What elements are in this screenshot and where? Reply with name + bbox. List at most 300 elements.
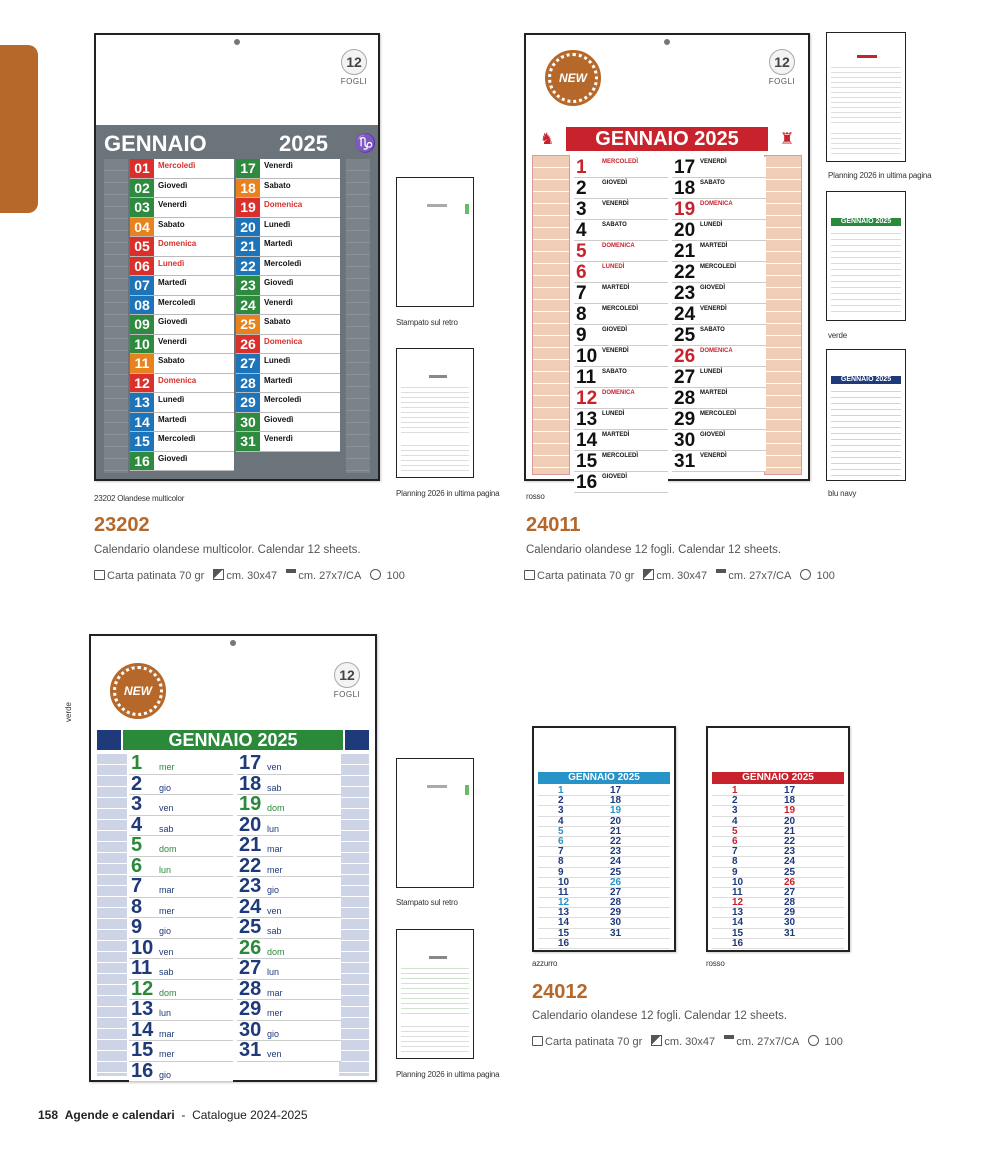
day-row <box>237 1018 341 1042</box>
day-row <box>237 977 341 1001</box>
day-row <box>236 276 340 296</box>
day-number: 2 <box>558 795 564 807</box>
day-row <box>672 283 766 304</box>
day-row <box>237 936 341 960</box>
day-row <box>237 813 341 837</box>
day-name: Domenica <box>158 239 197 248</box>
day-number: 9 <box>576 325 587 346</box>
day-name: Martedì <box>158 414 187 424</box>
day-number: 31 <box>784 927 796 939</box>
day-number: 10 <box>558 876 570 888</box>
calendar-title: GENNAIO 2025 <box>712 772 844 784</box>
thumb-caption: Planning 2026 in ultima pagina <box>396 489 500 498</box>
day-number: 30 <box>784 917 796 929</box>
thumb-caption: verde <box>828 331 848 340</box>
day-number: 24 <box>610 856 622 868</box>
day-number: 16 <box>576 472 598 493</box>
day-number: 16 <box>558 937 570 949</box>
day-name: mar <box>159 1028 175 1039</box>
day-name: lun <box>159 864 172 875</box>
planning-thumbnail[interactable] <box>396 929 474 1059</box>
day-row <box>672 430 766 451</box>
prev-month-strip <box>97 754 127 1076</box>
day-row <box>237 1041 341 1062</box>
day-name: DOMENICA <box>602 243 635 249</box>
day-name: lun <box>159 1008 172 1018</box>
day-number: 27 <box>239 957 262 979</box>
day-name: mer <box>159 762 175 772</box>
day-number: 2 <box>131 772 143 795</box>
day-row <box>130 179 234 199</box>
calendar-24012-rosso-image[interactable] <box>706 726 850 952</box>
day-name: Venerdì <box>264 434 293 443</box>
day-row <box>130 237 234 257</box>
day-name: MARTEDÌ <box>602 432 630 438</box>
hang-hole <box>664 39 670 45</box>
day-number: 21 <box>236 237 260 256</box>
day-name: DOMENICA <box>700 348 733 354</box>
day-name: Lunedì <box>158 258 185 268</box>
sheets-badge <box>336 49 372 86</box>
day-number: 06 <box>130 257 154 276</box>
day-name: Domenica <box>158 375 197 385</box>
paper-icon <box>94 570 105 580</box>
day-number: 14 <box>131 1018 154 1041</box>
day-row <box>574 304 668 325</box>
day-row <box>672 409 766 430</box>
day-row <box>236 413 340 433</box>
days-column-right <box>672 157 766 472</box>
day-name: Giovedì <box>264 278 294 287</box>
day-number: 11 <box>732 886 743 898</box>
day-row <box>129 1018 233 1042</box>
day-row <box>130 159 234 179</box>
day-row <box>237 895 341 919</box>
day-number: 10 <box>131 936 154 959</box>
day-row <box>129 1041 233 1062</box>
day-name: LUNEDÌ <box>602 264 625 270</box>
day-number: 10 <box>130 335 154 354</box>
day-name: MARTEDÌ <box>700 243 728 249</box>
green-variant-thumbnail[interactable]: GENNAIO 2025 <box>826 191 906 321</box>
day-row <box>672 178 766 199</box>
day-row <box>672 367 766 388</box>
day-number: 30 <box>674 430 696 451</box>
day-number: 8 <box>576 304 587 325</box>
back-print-thumbnail[interactable] <box>396 758 474 888</box>
day-name: ven <box>267 762 282 772</box>
sheets-badge: 12 FOGLI <box>764 49 800 86</box>
day-name: Martedì <box>264 239 293 248</box>
day-row <box>574 409 668 430</box>
product-description: Calendario olandese 12 fogli. Calendar 12 sheets. <box>532 1010 788 1022</box>
day-name: dom <box>267 946 285 957</box>
day-row <box>672 220 766 241</box>
page-footer: 158 Agende e calendari - Catalogue 2024-2025 <box>38 1108 308 1122</box>
day-row <box>129 918 233 939</box>
day-name: Mercoledì <box>264 395 302 404</box>
day-name: Venerdì <box>158 200 187 209</box>
day-number: 19 <box>239 793 262 815</box>
day-row <box>672 388 766 409</box>
day-row <box>236 393 340 413</box>
day-row <box>672 157 766 178</box>
day-number: 23 <box>610 846 622 858</box>
day-name: GIOVEDÌ <box>602 474 628 480</box>
mini-days-grid <box>712 785 844 949</box>
day-row <box>129 754 233 775</box>
new-badge: NEW <box>548 53 598 103</box>
day-name: gio <box>159 782 172 793</box>
day-row <box>236 296 340 316</box>
day-number: 21 <box>674 241 696 262</box>
day-name: SABATO <box>602 222 627 228</box>
day-number: 19 <box>236 198 260 217</box>
day-number: 7 <box>732 846 738 858</box>
day-name: lun <box>267 967 280 977</box>
day-row <box>130 335 234 355</box>
calendar-24012-azzurro-image[interactable] <box>532 726 676 952</box>
day-name: Mercoledì <box>158 297 196 307</box>
sheets-number: 12 <box>341 49 367 75</box>
day-row <box>672 199 766 220</box>
day-number: 22 <box>236 257 260 276</box>
day-number: 5 <box>732 825 738 837</box>
day-number: 18 <box>236 179 260 198</box>
day-name: VENERDÌ <box>700 306 727 312</box>
day-number: 04 <box>130 218 154 237</box>
day-row <box>130 257 234 277</box>
day-number: 20 <box>610 815 622 827</box>
day-row <box>574 262 668 283</box>
day-number: 7 <box>558 846 564 858</box>
sheets-badge: 12 FOGLI <box>329 662 365 699</box>
day-row <box>130 393 234 413</box>
day-number: 25 <box>239 916 262 938</box>
day-number: 19 <box>674 199 696 220</box>
day-number: 15 <box>558 927 570 939</box>
day-number: 26 <box>784 876 796 888</box>
day-row <box>574 388 668 409</box>
calendar-24011-image[interactable] <box>524 33 810 493</box>
days-column-left <box>574 157 668 493</box>
day-number: 07 <box>130 276 154 295</box>
mini-days-grid <box>538 785 670 949</box>
days-column-right <box>237 754 341 1062</box>
day-number: 12 <box>576 388 598 409</box>
day-name: Giovedì <box>158 180 188 190</box>
day-number: 22 <box>674 262 696 283</box>
back-print-thumbnail[interactable] <box>396 177 474 307</box>
box-icon <box>716 569 726 580</box>
planning-thumbnail-red[interactable] <box>826 32 906 162</box>
day-row <box>672 346 766 367</box>
day-number: 26 <box>610 876 622 888</box>
logo-left-icon: ♞ <box>539 131 555 148</box>
day-number: 28 <box>236 374 260 393</box>
day-number: 5 <box>576 241 587 262</box>
day-name: mar <box>267 987 283 998</box>
day-number: 17 <box>674 157 696 178</box>
day-number: 09 <box>130 315 154 334</box>
day-number: 7 <box>576 283 587 304</box>
logo-right-icon: ♜ <box>779 131 795 148</box>
day-name: Mercoledì <box>158 161 196 170</box>
quantity-icon <box>800 569 811 580</box>
day-name: MERCOLEDÌ <box>602 306 638 312</box>
day-number: 22 <box>610 835 622 847</box>
day-number: 4 <box>131 813 143 836</box>
day-number: 10 <box>576 346 598 367</box>
day-name: dom <box>267 803 285 813</box>
day-number: 4 <box>576 220 587 241</box>
day-number: 20 <box>784 815 796 827</box>
day-row <box>130 315 234 335</box>
product-specs: Carta patinata 70 gr cm. 30x47 cm. 27x7/CA 100 <box>94 569 405 582</box>
day-row <box>129 936 233 960</box>
day-number: 15 <box>576 451 598 472</box>
day-name: GIOVEDÌ <box>602 327 628 333</box>
day-name: VENERDÌ <box>602 348 629 354</box>
page-number: 158 <box>38 1108 59 1122</box>
day-row <box>672 304 766 325</box>
day-number: 14 <box>576 430 598 451</box>
section-tab <box>0 45 38 213</box>
day-number: 21 <box>239 834 262 856</box>
mini-row <box>538 857 670 867</box>
product-specs: Carta patinata 70 gr cm. 30x47 cm. 27x7/CA 100 <box>532 1035 843 1048</box>
day-row <box>130 413 234 433</box>
day-row <box>129 877 233 898</box>
day-row <box>129 854 233 878</box>
day-number: 13 <box>130 393 154 412</box>
day-number: 7 <box>131 875 143 897</box>
day-number: 1 <box>558 785 564 796</box>
day-number: 24 <box>784 856 796 868</box>
next-month-strip <box>339 754 369 1076</box>
day-number: 3 <box>576 199 587 220</box>
day-name: Venerdì <box>264 161 293 170</box>
hang-hole <box>234 39 240 45</box>
day-number: 3 <box>732 805 738 817</box>
day-number: 29 <box>239 998 262 1020</box>
day-name: gio <box>267 885 280 895</box>
day-name: GIOVEDÌ <box>602 180 628 186</box>
day-name: MERCOLEDÌ <box>700 411 736 417</box>
day-name: mar <box>159 885 175 895</box>
day-name: Domenica <box>264 336 303 346</box>
day-number: 30 <box>239 1018 262 1041</box>
day-name: MERCOLEDÌ <box>700 264 736 270</box>
day-number: 29 <box>674 409 696 430</box>
prev-month-strip <box>104 159 128 473</box>
days-column-left <box>130 159 234 471</box>
catalogue-name: Catalogue 2024-2025 <box>192 1108 308 1122</box>
day-name: DOMENICA <box>602 390 635 396</box>
day-row <box>130 354 234 374</box>
new-badge: NEW <box>113 666 163 716</box>
product-description: Calendario olandese multicolor. Calendar 12 sheets. <box>94 544 361 556</box>
day-number: 30 <box>236 413 260 432</box>
day-number: 27 <box>236 354 260 373</box>
next-month-strip <box>764 155 802 475</box>
day-row <box>236 374 340 394</box>
day-number: 24 <box>674 304 696 325</box>
days-column-right <box>236 159 340 452</box>
day-row <box>129 959 233 980</box>
day-number: 18 <box>784 795 796 807</box>
day-number: 31 <box>674 451 696 472</box>
day-number: 11 <box>131 957 153 979</box>
box-icon <box>724 1035 734 1046</box>
day-number: 27 <box>784 886 796 898</box>
day-number: 14 <box>732 917 744 929</box>
month-title: GENNAIO <box>104 131 207 156</box>
day-number: 3 <box>131 793 143 815</box>
day-number: 20 <box>674 220 696 241</box>
day-name: LUNEDÌ <box>700 222 723 228</box>
calendar-23202-image[interactable] <box>94 33 380 481</box>
day-number: 21 <box>784 825 796 837</box>
day-number: 23 <box>674 283 696 304</box>
day-name: ven <box>267 1049 282 1059</box>
size-icon <box>643 569 654 580</box>
day-name: VENERDÌ <box>602 201 629 207</box>
thumb-caption: Planning 2026 in ultima pagina <box>828 171 932 180</box>
day-number: 28 <box>784 897 796 909</box>
day-number: 29 <box>610 907 622 919</box>
day-number: 2 <box>732 795 738 807</box>
day-number: 26 <box>236 335 260 354</box>
day-row <box>130 374 234 394</box>
day-number: 31 <box>236 432 260 451</box>
day-number: 14 <box>130 413 154 432</box>
day-row <box>236 218 340 238</box>
calendar-title: GENNAIO 2025 <box>123 730 343 750</box>
prev-month-strip <box>532 155 570 475</box>
day-name: mar <box>267 844 283 854</box>
day-row <box>129 836 233 857</box>
next-month-strip <box>346 159 370 473</box>
thumb-caption: Stampato sul retro <box>396 898 458 907</box>
day-row <box>236 432 340 452</box>
day-row <box>129 977 233 1001</box>
calendar-body <box>530 125 804 493</box>
day-name: mer <box>159 905 175 916</box>
day-number: 13 <box>131 998 154 1020</box>
day-number: 6 <box>131 854 143 877</box>
day-name: Domenica <box>264 200 303 209</box>
product-description: Calendario olandese 12 fogli. Calendar 12 sheets. <box>526 544 782 556</box>
day-number: 28 <box>674 388 696 409</box>
day-name: ven <box>267 905 282 916</box>
day-row <box>574 472 668 493</box>
day-number: 6 <box>576 262 587 283</box>
day-number: 24 <box>236 296 260 315</box>
calendar-green-image[interactable] <box>89 634 377 1082</box>
day-number: 6 <box>732 835 738 847</box>
day-name: lun <box>267 823 280 834</box>
day-row <box>574 241 668 262</box>
day-name: sab <box>159 823 174 834</box>
day-row <box>236 198 340 218</box>
day-number: 29 <box>236 393 260 412</box>
day-name: sab <box>267 782 282 793</box>
day-number: 13 <box>558 907 570 919</box>
day-number: 4 <box>558 815 564 827</box>
day-number: 27 <box>674 367 696 388</box>
day-row <box>130 198 234 218</box>
logo-right-icon <box>345 730 369 750</box>
day-number: 03 <box>130 198 154 217</box>
day-row <box>237 754 341 775</box>
day-number: 6 <box>558 835 564 847</box>
product-specs: Carta patinata 70 gr cm. 30x47 cm. 27x7/CA 100 <box>524 569 835 582</box>
calendar-body <box>96 125 378 479</box>
day-name: Giovedì <box>264 414 294 424</box>
day-number: 25 <box>610 866 622 878</box>
day-number: 28 <box>610 897 622 909</box>
day-number: 28 <box>239 977 262 1000</box>
day-name: dom <box>159 844 177 854</box>
day-row <box>574 430 668 451</box>
day-name: Sabato <box>158 219 185 229</box>
year-title: 2025 <box>279 131 328 156</box>
day-number: 22 <box>239 854 262 877</box>
day-number: 19 <box>784 805 796 817</box>
paper-icon <box>532 1036 543 1046</box>
day-number: 15 <box>131 1039 154 1061</box>
day-row <box>574 325 668 346</box>
day-number: 13 <box>732 907 744 919</box>
sheets-label: FOGLI <box>340 77 368 86</box>
day-number: 18 <box>674 178 696 199</box>
day-number: 19 <box>610 805 622 817</box>
day-number: 9 <box>131 916 143 938</box>
day-number: 26 <box>674 346 696 367</box>
day-name: Lunedì <box>158 395 185 404</box>
day-number: 15 <box>130 432 154 451</box>
day-number: 17 <box>236 159 260 178</box>
mini-row <box>712 939 844 949</box>
day-row <box>237 959 341 980</box>
day-name: Martedì <box>158 278 187 287</box>
day-number: 3 <box>558 805 564 817</box>
day-name: Giovedì <box>158 453 188 463</box>
day-number: 8 <box>131 895 143 918</box>
navy-variant-thumbnail[interactable]: GENNAIO 2025 <box>826 349 906 481</box>
planning-thumbnail[interactable] <box>396 348 474 478</box>
day-name: GIOVEDÌ <box>700 285 726 291</box>
day-row <box>129 772 233 796</box>
day-name: gio <box>159 926 172 936</box>
day-number: 10 <box>732 876 744 888</box>
day-number: 20 <box>236 218 260 237</box>
day-name: MERCOLEDÌ <box>602 453 638 459</box>
day-name: Martedì <box>264 375 293 385</box>
thumb-caption: Planning 2026 in ultima pagina <box>396 1070 500 1079</box>
day-row <box>130 452 234 472</box>
day-row <box>129 795 233 816</box>
day-number: 12 <box>130 374 154 393</box>
day-number: 8 <box>732 856 738 868</box>
hang-hole <box>230 640 236 646</box>
image-caption: 23202 Olandese multicolor <box>94 494 185 503</box>
box-icon <box>286 569 296 580</box>
day-row <box>236 237 340 257</box>
day-name: mer <box>267 864 283 875</box>
day-number: 08 <box>130 296 154 315</box>
